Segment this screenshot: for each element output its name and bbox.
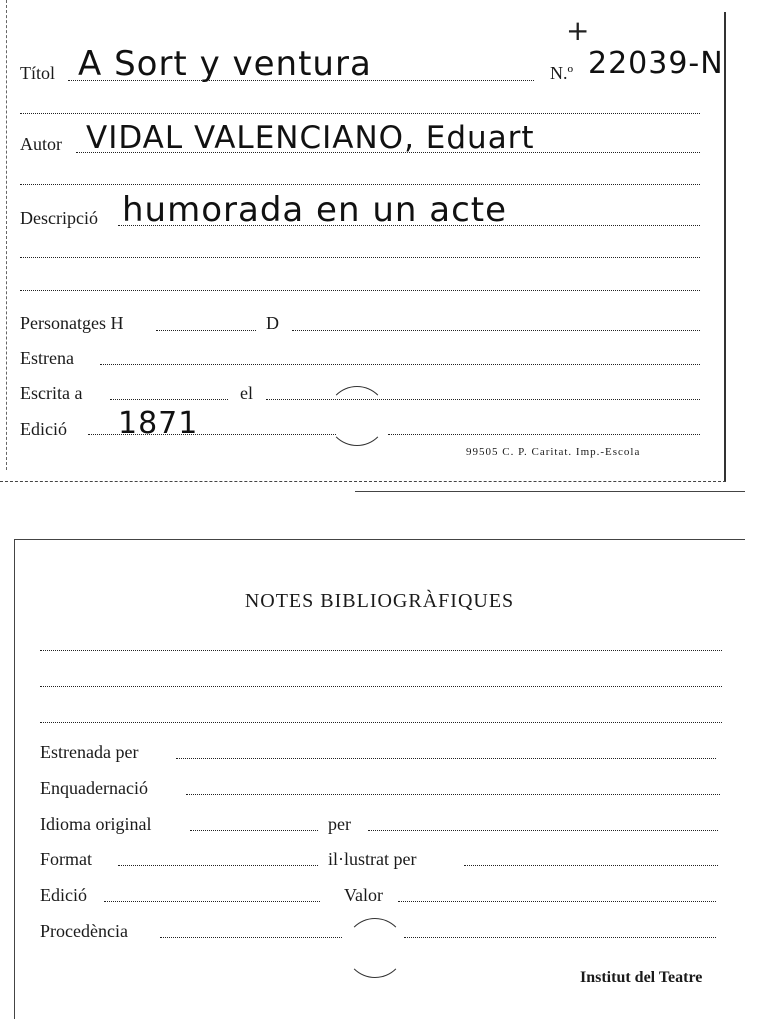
premiered-by-line <box>176 758 716 759</box>
edition-line-2 <box>388 434 700 435</box>
card-edge-top <box>15 539 745 540</box>
provenance-label: Procedència <box>40 921 128 941</box>
title-label: Títol <box>20 63 55 83</box>
original-language-label: Idioma original <box>40 814 152 834</box>
card-edge-bottom <box>0 481 726 482</box>
notes-line-2 <box>40 686 722 687</box>
premiere-label: Estrena <box>20 348 74 368</box>
written-place-line <box>110 399 228 400</box>
premiere-line <box>100 364 700 365</box>
illustrated-line <box>464 865 718 866</box>
punch-hole <box>345 918 405 978</box>
provenance-line <box>160 937 342 938</box>
bottom-edition-line <box>104 901 320 902</box>
characters-d-label: D <box>266 313 279 333</box>
premiered-by-label: Estrenada per <box>40 742 139 762</box>
card-edge-left <box>6 0 7 470</box>
description-line-2 <box>20 257 700 258</box>
title-value: A Sort y ventura <box>78 44 372 84</box>
written-label: Escrita a <box>20 383 83 403</box>
printer-note: 99505 C. P. Caritat. Imp.-Escola <box>466 446 641 458</box>
number-value: 22039-N <box>588 46 724 81</box>
edition-label: Edició <box>20 419 67 439</box>
provenance-line-2 <box>404 937 716 938</box>
original-language-line <box>190 830 318 831</box>
format-line <box>118 865 318 866</box>
description-line-3 <box>20 290 700 291</box>
description-value: humorada en un acte <box>122 190 508 230</box>
by-label: per <box>328 814 351 834</box>
illustrated-label: il·lustrat per <box>328 849 417 869</box>
catalog-card-back <box>0 520 759 1028</box>
corner-mark: + <box>566 14 590 47</box>
value-line <box>398 901 716 902</box>
number-label: N.º <box>550 63 574 83</box>
author-value: VIDAL VALENCIANO, Eduart <box>86 120 535 156</box>
characters-d-line <box>292 330 700 331</box>
edition-value: 1871 <box>118 406 199 441</box>
card-edge-right <box>724 12 726 482</box>
author-line-2 <box>20 184 700 185</box>
notes-line-3 <box>40 722 722 723</box>
format-label: Format <box>40 849 92 869</box>
punch-hole <box>327 386 387 446</box>
translator-line <box>368 830 718 831</box>
characters-h-line <box>156 330 256 331</box>
written-el-label: el <box>240 383 253 403</box>
bottom-edition-label: Edició <box>40 885 87 905</box>
title-line-2 <box>20 113 700 114</box>
description-label: Descripció <box>20 208 98 228</box>
binding-line <box>186 794 720 795</box>
institution-stamp: Institut del Teatre <box>580 969 703 986</box>
value-label: Valor <box>344 885 383 905</box>
author-label: Autor <box>20 134 62 154</box>
characters-label: Personatges H <box>20 313 124 333</box>
notes-heading: NOTES BIBLIOGRÀFIQUES <box>244 590 515 612</box>
card-edge-underlay <box>355 491 745 492</box>
binding-label: Enquadernació <box>40 778 148 798</box>
notes-line-1 <box>40 650 722 651</box>
